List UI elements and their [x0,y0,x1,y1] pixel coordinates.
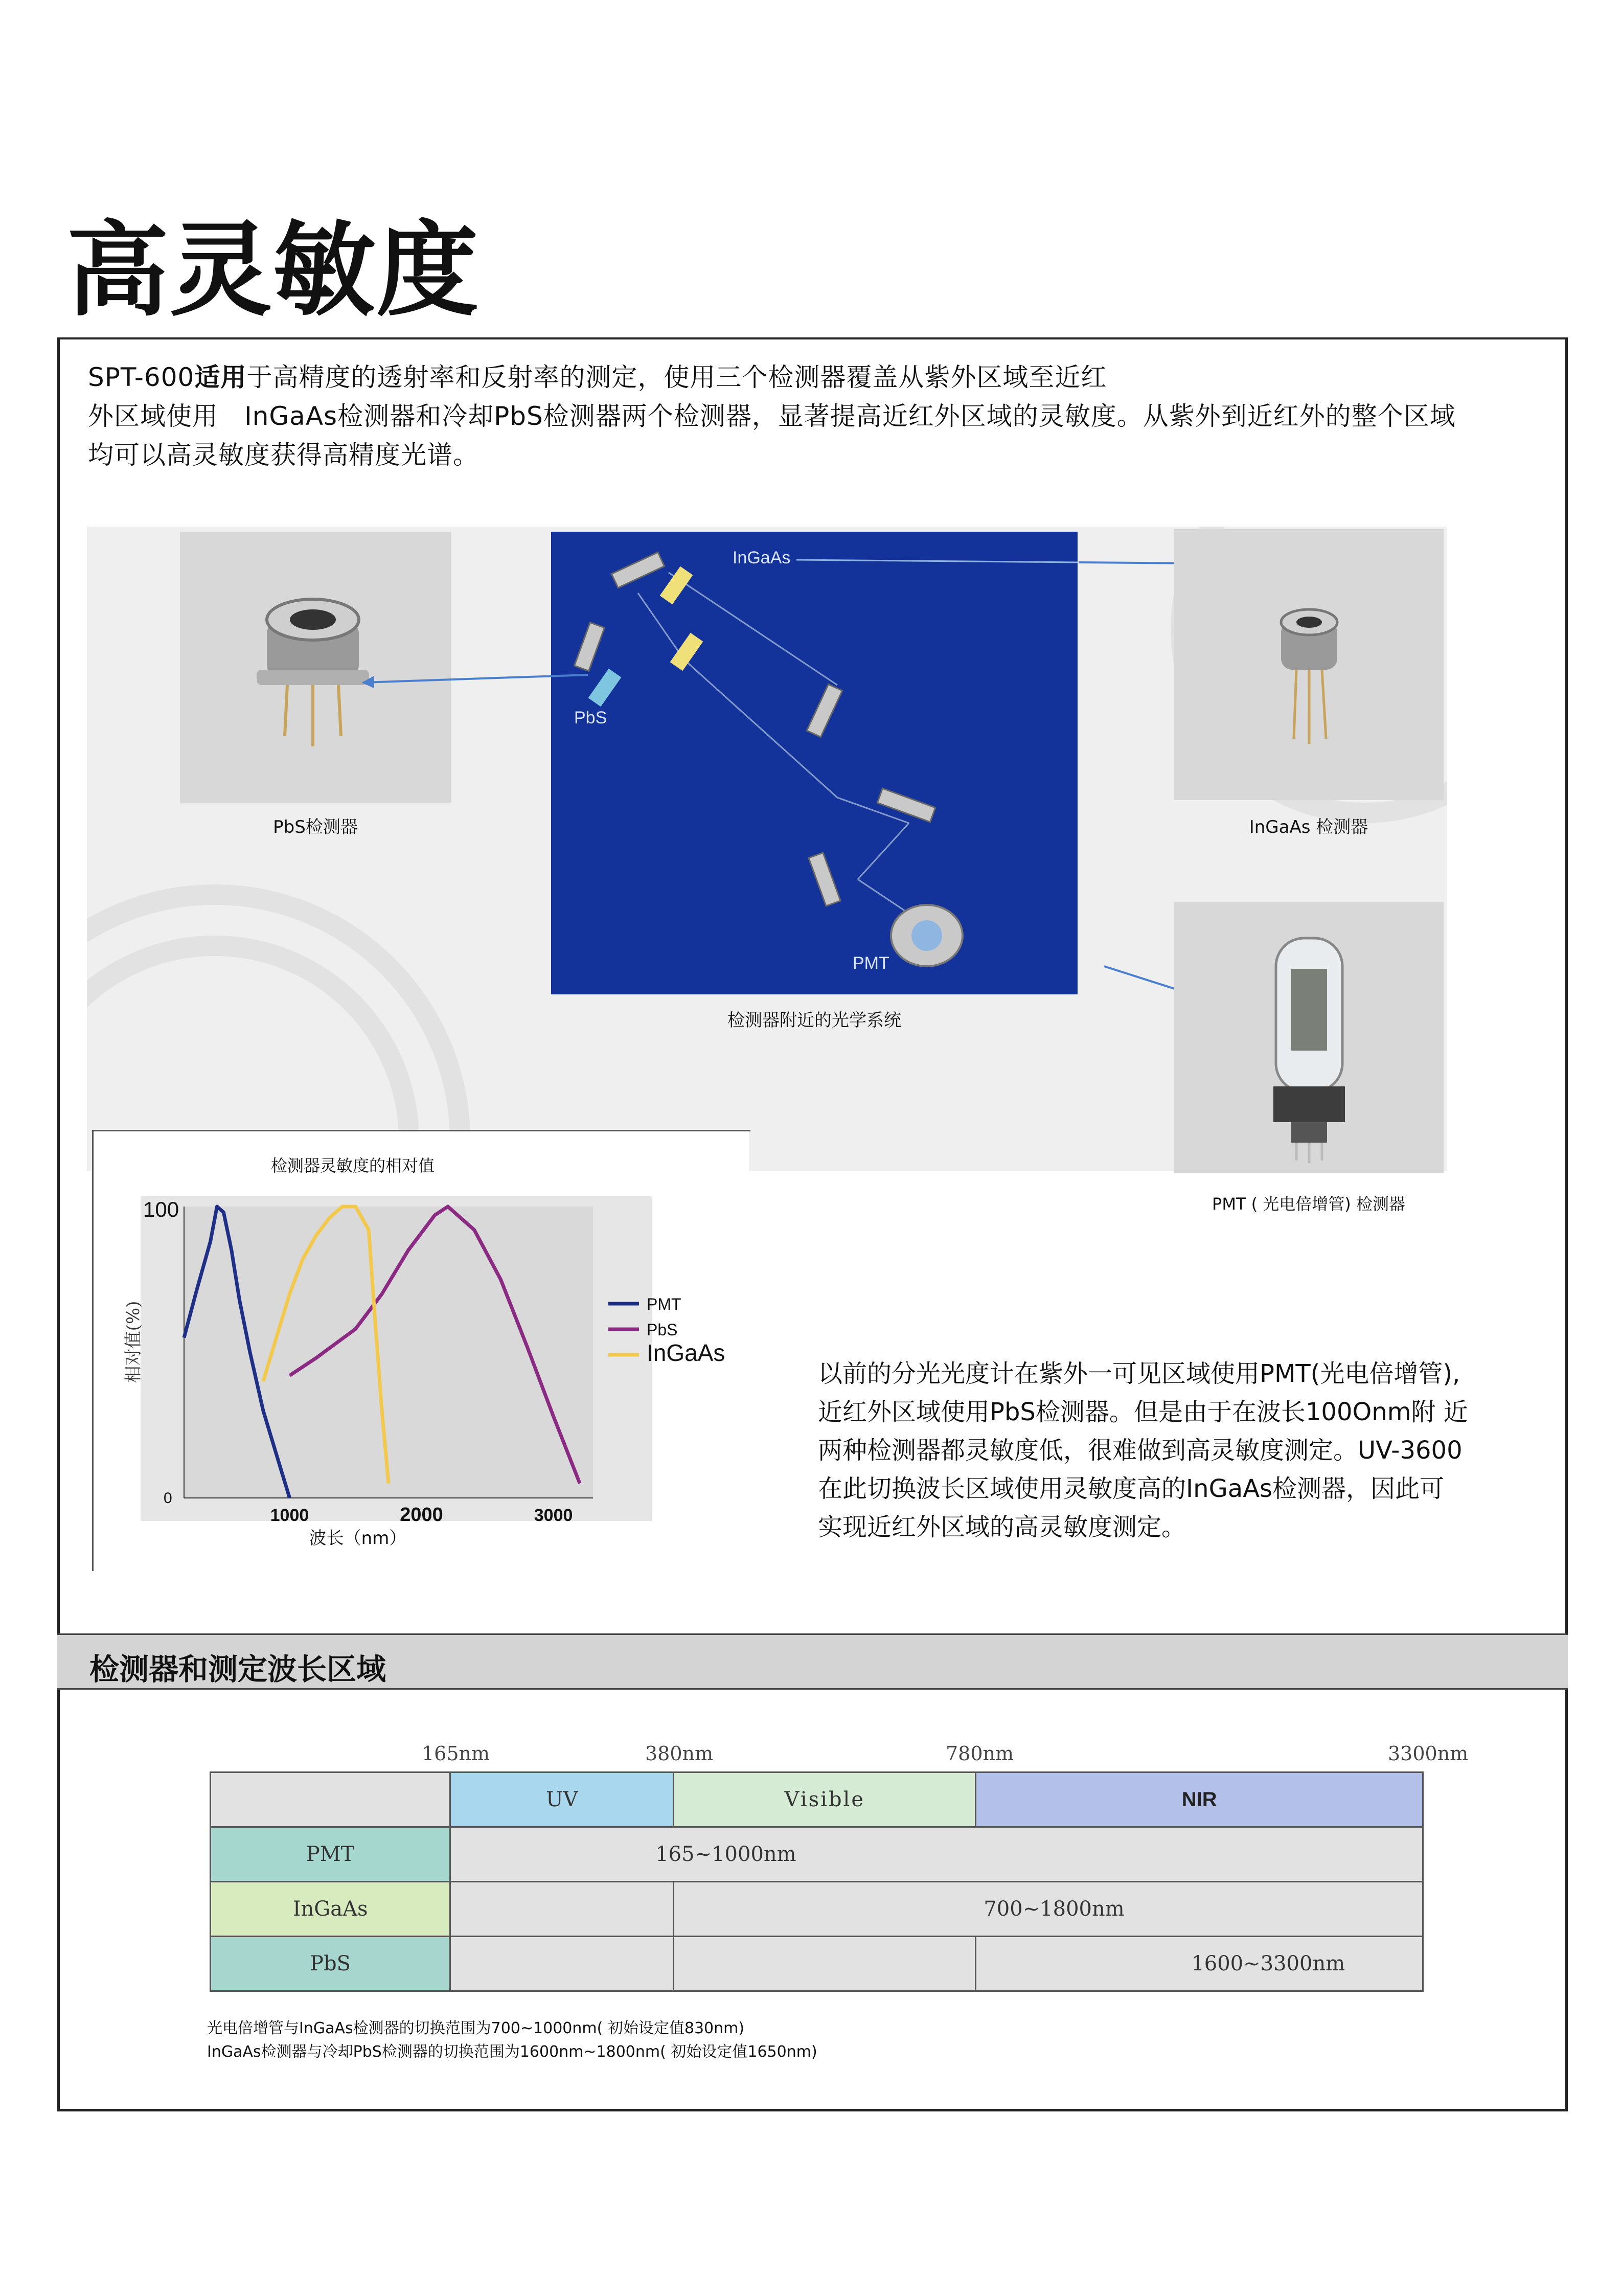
ingaas-caption: InGaAs 检测器 [1249,817,1368,837]
range-value-pbs: 1600~3300nm [1191,1952,1345,1975]
description-line: 在此切换波长区域使用灵敏度高的InGaAs检测器，因此可 [818,1474,1445,1503]
optics-label-pmt: PMT [853,953,889,973]
legend-label: InGaAs [647,1339,725,1366]
description-line: 实现近红外区域的高灵敏度测定。 [818,1513,1186,1541]
pmt-caption: PMT ( 光电倍增管) 检测器 [1212,1194,1405,1214]
connector-arrows [358,542,1227,1028]
legend-label: PMT [647,1295,681,1313]
detector-label-pmt: PMT [211,1827,450,1882]
plot-area [184,1207,593,1498]
optics-label-pbs: PbS [574,708,607,728]
range-value-pmt: 165~1000nm [655,1843,796,1866]
detector-range-table [210,1771,1424,1992]
x-tick-label: 3000 [534,1506,573,1525]
intro-line-2: 外区域使用 InGaAs检测器和冷却PbS检测器两个检测器，显著提高近红外区域的灵敏度。从紫外到近红外的整个区域 [88,401,1456,431]
table-row [211,1827,1423,1882]
footnotes [207,2017,817,2064]
description-line: 两种检测器都灵敏度低，很难做到高灵敏度测定。UV-3600 [818,1436,1463,1465]
wavelength-mark: 165nm [422,1742,490,1765]
header-uv: UV [450,1772,674,1827]
table-row [211,1882,1423,1937]
empty-cell [450,1882,674,1937]
section-title: 检测器和测定波长区域 [89,1652,386,1687]
footnote: InGaAs检测器与冷却PbS检测器的切换范围为1600nm~1800nm( 初始设定值1650nm) [207,2043,817,2061]
wavelength-mark: 380nm [645,1742,714,1765]
sensitivity-chart [92,1176,757,1585]
x-tick-label: 2000 [400,1504,443,1526]
page-title: 高灵敏度 [66,211,480,330]
detector-label-ingaas: InGaAs [211,1882,450,1937]
y-axis-label: 相对值(%) [123,1301,144,1383]
pmt-detector-photo [1174,902,1444,1173]
pbs-caption: PbS检测器 [273,817,358,837]
header-nir: NIR [976,1772,1423,1827]
wavelength-mark: 780nm [946,1742,1014,1765]
x-tick-label: 1000 [270,1506,309,1525]
description-line: 近红外区域使用PbS检测器。但是由于在波长100Onm附 近 [818,1398,1468,1426]
description-paragraph [818,1355,1513,1547]
intro-line-1: SPT-600适用于高精度的透射率和反射率的测定，使用三个检测器覆盖从紫外区域至近红 [88,362,1107,392]
header-visible: Visible [674,1772,976,1827]
empty-cell [450,1937,674,1991]
intro-paragraph [88,358,1519,474]
empty-cell [674,1937,976,1991]
detector-label-pbs: PbS [211,1937,450,1991]
y-tick-label: 100 [143,1197,179,1221]
legend-label: PbS [647,1321,678,1339]
table-corner-cell [211,1772,450,1827]
optics-label-ingaas: InGaAs [733,548,791,567]
y-tick-label: 0 [164,1490,172,1507]
table-header-row [211,1772,1423,1827]
range-value-ingaas: 700~1800nm [984,1897,1125,1921]
graph-title: 检测器灵敏度的相对值 [270,1156,435,1175]
description-line: 以前的分光光度计在紫外一可见区域使用PMT(光电倍增管), [818,1359,1460,1388]
wavelength-mark: 3300nm [1388,1742,1469,1765]
ingaas-detector-photo [1174,529,1444,800]
x-axis-label: 波长（nm） [309,1528,407,1549]
intro-line-3: 均可以高灵敏度获得高精度光谱。 [88,440,479,470]
table-row [211,1937,1423,1991]
optics-caption: 检测器附近的光学系统 [727,1010,901,1031]
footnote: 光电倍增管与InGaAs检测器的切换范围为700~1000nm( 初始设定值830nm) [207,2019,745,2037]
